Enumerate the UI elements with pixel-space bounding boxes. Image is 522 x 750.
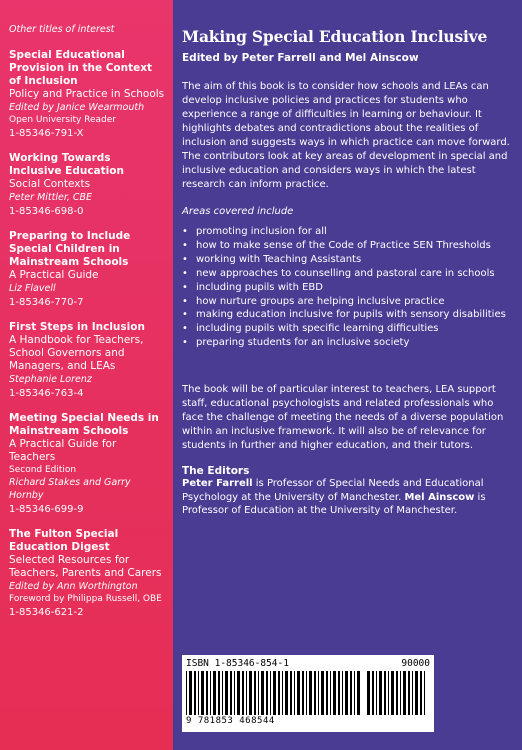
book-subtitle: Selected Resources for Teachers, Parents and Carers: [9, 554, 162, 579]
barcode-bar: [234, 671, 235, 715]
barcode-bar: [342, 671, 343, 715]
barcode-bar: [424, 671, 425, 715]
book-title-text: The Fulton Special Education Digest: [9, 528, 119, 553]
barcode-bar: [222, 671, 223, 715]
book-subtitle: A Practical Guide: [9, 269, 99, 281]
book-note: Foreword by Philippa Russell, OBE: [9, 594, 162, 604]
barcode-bar: [354, 671, 355, 715]
book-isbn: 1-85346-770-7: [9, 297, 84, 308]
other-title-item: [9, 152, 165, 218]
book-author: Peter Mittler, CBE: [9, 192, 93, 203]
barcode-bar: [278, 671, 280, 715]
other-title-item: [9, 528, 165, 619]
barcode-bar: [285, 671, 288, 715]
barcode-bar: [294, 671, 295, 715]
book-title-text: Meeting Special Needs in Mainstream Schools: [9, 412, 159, 437]
area-item: • preparing students for an inclusive society: [182, 336, 512, 349]
barcode-bar: [194, 671, 196, 715]
barcode-bar: [384, 671, 386, 715]
barcode-bar: [388, 671, 389, 715]
barcode-bar: [372, 671, 374, 715]
editors-heading: The Editors: [182, 465, 250, 478]
book-title-text: Working Towards Inclusive Education: [9, 152, 124, 177]
isbn-barcode: [182, 655, 434, 732]
barcode-bar: [350, 671, 352, 715]
book-note: Second Edition: [9, 465, 77, 475]
ean-barcode-bars: [186, 671, 364, 715]
barcode-bar: [249, 671, 252, 715]
barcode-bar: [206, 671, 208, 715]
book-isbn: 1-85346-698-0: [9, 206, 84, 217]
area-item: • including pupils with specific learning difficulties: [182, 322, 512, 335]
barcode-bar: [237, 671, 240, 715]
barcode-bar: [261, 671, 264, 715]
barcode-bar: [189, 671, 192, 715]
area-item: • including pupils with EBD: [182, 281, 512, 294]
book-isbn: 1-85346-621-2: [9, 607, 84, 618]
area-item: • new approaches to counselling and pastoral care in schools: [182, 267, 512, 280]
barcode-bar: [297, 671, 300, 715]
barcode-bar: [376, 671, 377, 715]
book-author: Liz Flavell: [9, 283, 56, 294]
barcode-bar: [367, 671, 370, 715]
areas-list: [182, 225, 512, 350]
barcode-bar: [321, 671, 324, 715]
interest-paragraph: The book will be of particular interest to teachers, LEA support staff, educational psychologists and related professionals who face the challenge of meeting the needs of a diverse population within an inclusive framework. It will also be of relevance for students in further and higher education, and their tutors.: [182, 384, 504, 452]
barcode-bar: [309, 671, 312, 715]
barcode-bar: [210, 671, 211, 715]
book-author: Stephanie Lorenz: [9, 374, 92, 385]
barcode-bar: [408, 671, 410, 715]
barcode-bar: [412, 671, 413, 715]
barcode-bar: [254, 671, 256, 715]
barcode-bar: [201, 671, 204, 715]
barcode-bar: [345, 671, 348, 715]
barcode-bar: [403, 671, 406, 715]
barcode-bar: [273, 671, 276, 715]
book-author: Edited by Janice Wearmouth: [9, 102, 145, 113]
area-item: • promoting inclusion for all: [182, 225, 512, 238]
book-subtitle: A Practical Guide for Teachers: [9, 438, 117, 463]
book-title-text: First Steps in Inclusion: [9, 321, 145, 333]
other-titles-list: [9, 49, 165, 619]
barcode-bar: [242, 671, 244, 715]
barcode-bar: [326, 671, 328, 715]
barcode-bar: [306, 671, 307, 715]
barcode-bar: [282, 671, 283, 715]
barcode-bar: [258, 671, 259, 715]
areas-heading: Areas covered include: [182, 206, 294, 217]
editor-name-ainscow: Mel Ainscow: [404, 491, 475, 503]
intro-paragraph: The aim of this book is to consider how schools and LEAs can develop inclusive policies and practices for students who experience a range of difficulties in learning or behaviour. It highlights debates and contradictions about the realities of inclusion and suggests ways in which practice can move forward. The contributors look at key areas of development in special and inclusive education and considers ways in which the latest research can inform practice.: [182, 81, 510, 190]
editor-bio-farrell: is Professor of Special Needs and Educational Psychology at the University of Manchester.: [182, 478, 484, 503]
barcode-bar: [391, 671, 394, 715]
editors-bio: [182, 477, 512, 518]
book-subtitle: Policy and Practice in Schools: [9, 88, 165, 100]
book-subtitle: Social Contexts: [9, 178, 91, 190]
description-panel: [173, 0, 522, 750]
barcode-bar: [400, 671, 401, 715]
barcode-bar: [314, 671, 316, 715]
book-isbn: 1-85346-699-9: [9, 504, 84, 515]
book-author: Edited by Ann Worthington: [9, 581, 138, 592]
other-title-item: [9, 230, 165, 309]
book-isbn: 1-85346-763-4: [9, 388, 84, 399]
book-title-text: Preparing to Include Special Children in Mainstream Schools: [9, 230, 131, 268]
barcode-bar: [379, 671, 382, 715]
barcode-bar: [218, 671, 220, 715]
barcode-bar: [270, 671, 271, 715]
other-title-item: [9, 49, 165, 140]
barcode-bar: [246, 671, 247, 715]
editors-line: Edited by Peter Farrell and Mel Ainscow: [182, 52, 419, 64]
barcode-bar: [318, 671, 319, 715]
area-item: • making education inclusive for pupils with sensory disabilities: [182, 308, 512, 321]
other-titles-panel: [0, 0, 173, 750]
book-subtitle: A Handbook for Teachers, School Governors and Managers, and LEAs: [9, 334, 144, 372]
price-code-label: 90000: [401, 658, 430, 669]
book-author: Richard Stakes and Garry Hornby: [9, 477, 131, 501]
barcode-bar: [415, 671, 418, 715]
barcode-bar: [357, 671, 360, 715]
area-item: • how nurture groups are helping inclusive practice: [182, 295, 512, 308]
barcode-bar: [186, 671, 187, 715]
barcode-bar: [338, 671, 340, 715]
book-isbn: 1-85346-791-X: [9, 128, 84, 139]
book-title: Making Special Education Inclusive: [182, 27, 488, 46]
book-note: Open University Reader: [9, 115, 117, 125]
addon-barcode-bars: [367, 671, 429, 715]
other-titles-heading: Other titles of interest: [9, 24, 115, 35]
barcode-bar: [290, 671, 292, 715]
area-item: • working with Teaching Assistants: [182, 253, 512, 266]
other-title-item: [9, 412, 165, 516]
area-item: • how to make sense of the Code of Practice SEN Thresholds: [182, 239, 512, 252]
barcode-bar: [198, 671, 199, 715]
barcode-bar: [330, 671, 331, 715]
editor-name-farrell: Peter Farrell: [182, 478, 253, 490]
barcode-bar: [213, 671, 216, 715]
editor-bio-ainscow: is Professor of Education at the University of Manchester.: [182, 491, 486, 517]
barcode-bar: [230, 671, 232, 715]
barcode-bar: [302, 671, 304, 715]
barcode-bar: [420, 671, 422, 715]
barcode-bar: [396, 671, 398, 715]
other-title-item: [9, 321, 165, 400]
book-title-text: Special Educational Provision in the Context of Inclusion: [9, 49, 153, 87]
barcode-bar: [225, 671, 228, 715]
barcode-bar: [266, 671, 268, 715]
ean-digits: 9 781853 468544: [186, 716, 275, 726]
barcode-bar: [333, 671, 336, 715]
isbn-label: ISBN 1-85346-854-1: [186, 658, 289, 669]
